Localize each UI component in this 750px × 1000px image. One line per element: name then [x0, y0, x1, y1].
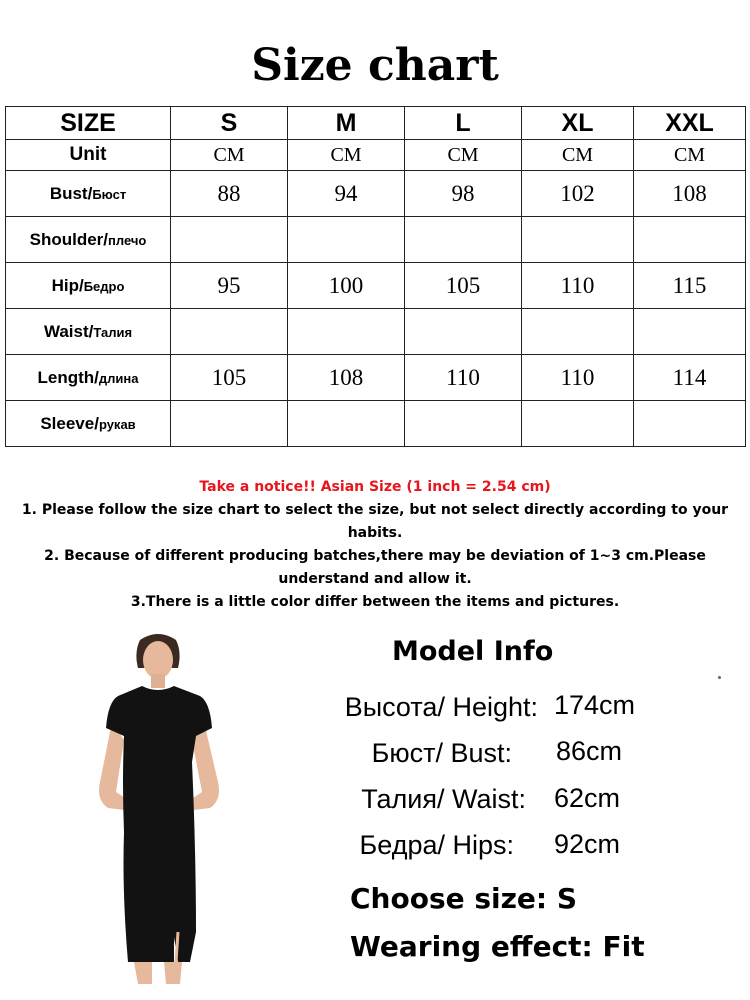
- row-label-en: Bust/: [49, 183, 93, 203]
- unit-label: Unit: [6, 140, 171, 171]
- model-bust-label: Бюст/ Bust:: [371, 738, 512, 768]
- table-row-length: [6, 355, 746, 401]
- table-cell: 108: [288, 355, 405, 401]
- choose-size-text: Choose size: S: [350, 882, 578, 915]
- wearing-effect-text: Wearing effect: Fit: [350, 930, 645, 963]
- unit-cell: CM: [522, 140, 634, 171]
- table-cell: [288, 217, 405, 263]
- model-height-label: Высота/ Height:: [344, 692, 538, 722]
- table-cell: 110: [405, 355, 522, 401]
- table-row-sleeve: [6, 401, 746, 447]
- table-cell: 105: [171, 355, 288, 401]
- unit-cell: CM: [171, 140, 288, 171]
- notice-line-1a: 1. Please follow the size chart to select the size, but not select directly according to your: [21, 502, 729, 518]
- notice-headline: Take a notice!! Asian Size (1 inch = 2.54 cm): [199, 479, 551, 495]
- row-label-en: Length/: [37, 367, 99, 387]
- size-xl-header: XL: [522, 107, 634, 140]
- page-title: Size chart: [251, 40, 499, 91]
- row-label-en: Shoulder/: [29, 229, 109, 249]
- model-face: [143, 641, 173, 679]
- table-cell: 108: [634, 171, 746, 217]
- row-label-ru: плечо: [108, 232, 147, 248]
- row-label: [6, 217, 171, 263]
- size-chart-table: [5, 106, 746, 447]
- row-label: [6, 401, 171, 447]
- notice-line-3: 3.There is a little color differ between the items and pictures.: [130, 594, 620, 610]
- table-cell: [405, 217, 522, 263]
- size-s-header: S: [171, 107, 288, 140]
- table-cell: 88: [171, 171, 288, 217]
- table-cell: [171, 309, 288, 355]
- model-waist-label: Талия/ Waist:: [361, 784, 526, 814]
- row-label: [6, 171, 171, 217]
- row-label-en: Waist/: [43, 321, 94, 341]
- table-cell: [522, 309, 634, 355]
- model-slit: [176, 932, 178, 962]
- table-row-waist: [6, 309, 746, 355]
- row-label: [6, 309, 171, 355]
- unit-cell: CM: [634, 140, 746, 171]
- size-header-cell: SIZE: [6, 107, 171, 140]
- table-cell: [522, 401, 634, 447]
- row-label-ru: Бедро: [83, 278, 125, 294]
- model-bust-value: 86cm: [556, 736, 623, 766]
- notice-line-1b: habits.: [347, 525, 403, 541]
- row-label-en: Sleeve/: [40, 413, 99, 433]
- model-dress: [106, 686, 212, 962]
- model-legs: [134, 962, 182, 984]
- model-height-row: [300, 692, 538, 724]
- table-cell: [634, 217, 746, 263]
- table-cell: 114: [634, 355, 746, 401]
- table-cell: 105: [405, 263, 522, 309]
- model-hips-row: [300, 830, 514, 862]
- model-info-title: Model Info: [392, 636, 554, 667]
- table-cell: 98: [405, 171, 522, 217]
- unit-cell: CM: [405, 140, 522, 171]
- model-waist-row: [300, 784, 526, 816]
- table-cell: [288, 401, 405, 447]
- table-cell: 95: [171, 263, 288, 309]
- table-cell: 110: [522, 355, 634, 401]
- model-waist-value: 62cm: [554, 783, 621, 813]
- table-cell: 110: [522, 263, 634, 309]
- table-cell: [171, 217, 288, 263]
- row-label-ru: рукав: [98, 416, 136, 432]
- model-hips-value: 92cm: [554, 829, 621, 859]
- table-cell: [171, 401, 288, 447]
- row-label-en: Hip/: [51, 275, 84, 295]
- table-cell: [288, 309, 405, 355]
- table-cell: 102: [522, 171, 634, 217]
- notice-line-2a: 2. Because of different producing batches,there may be deviation of 1~3 cm.Please: [44, 548, 706, 564]
- size-m-header: M: [288, 107, 405, 140]
- row-label-ru: Талия: [93, 324, 133, 340]
- table-cell: [522, 217, 634, 263]
- table-cell: [405, 401, 522, 447]
- table-cell: 94: [288, 171, 405, 217]
- size-l-header: L: [405, 107, 522, 140]
- model-bust-row: [300, 738, 512, 770]
- table-row-shoulder: [6, 217, 746, 263]
- table-header-row: [6, 107, 746, 140]
- model-photo: [78, 632, 238, 992]
- table-cell: [634, 401, 746, 447]
- row-label: [6, 355, 171, 401]
- table-cell: 115: [634, 263, 746, 309]
- table-row-bust: [6, 171, 746, 217]
- row-label-ru: длина: [98, 370, 139, 386]
- table-row-hip: [6, 263, 746, 309]
- decorative-dot: [718, 676, 721, 679]
- unit-cell: CM: [288, 140, 405, 171]
- model-hips-label: Бедра/ Hips:: [359, 830, 514, 860]
- notice-line-2b: understand and allow it.: [278, 571, 472, 587]
- model-neck: [151, 674, 165, 688]
- table-cell: 100: [288, 263, 405, 309]
- table-cell: [634, 309, 746, 355]
- unit-row: [6, 140, 746, 171]
- table-cell: [405, 309, 522, 355]
- model-height-value: 174cm: [554, 690, 636, 720]
- row-label-ru: Бюст: [92, 186, 127, 202]
- row-label: [6, 263, 171, 309]
- size-xxl-header: XXL: [634, 107, 746, 140]
